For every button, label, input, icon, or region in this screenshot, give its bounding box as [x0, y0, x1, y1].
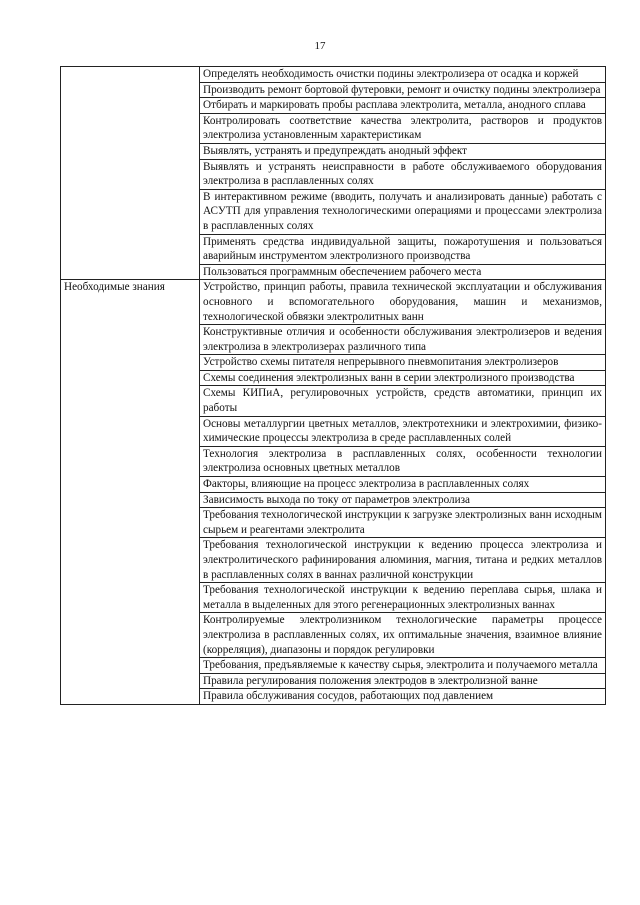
section-label-empty [61, 67, 200, 280]
skill-item: Контролировать соответствие качества электролита, растворов и продуктов электролиза установленным характеристикам [200, 113, 606, 143]
knowledge-item: Требования технологической инструкции к загрузке электролизных ванн исходным сырьем и реагентами электролита [200, 508, 606, 538]
knowledge-item: Основы металлургии цветных металлов, электротехники и электрохимии, физико-химические процессы электролиза в среде расплавленных солей [200, 416, 606, 446]
skill-item: Выявлять, устранять и предупреждать анодный эффект [200, 143, 606, 159]
table-row [61, 280, 606, 325]
knowledge-item: Конструктивные отличия и особенности обслуживания электролизеров и ведения электролиза в электролизерах различного типа [200, 325, 606, 355]
knowledge-item: Устройство схемы питателя непрерывного пневмопитания электролизеров [200, 355, 606, 371]
knowledge-item: Факторы, влияющие на процесс электролиза в расплавленных солях [200, 477, 606, 493]
skill-item: Выявлять и устранять неисправности в работе обслуживаемого оборудования электролиза в расплавленных солях [200, 159, 606, 189]
knowledge-item: Технология электролиза в расплавленных солях, особенности технологии электролиза основных цветных металлов [200, 446, 606, 476]
knowledge-item: Схемы КИПиА, регулировочных устройств, средств автоматики, принцип их работы [200, 386, 606, 416]
page-number: 17 [314, 40, 326, 52]
knowledge-item: Контролируемые электролизником технологические параметры процессе электролиза в расплавленных солях, их оптимальные значения, взаимное влияние (корреляция), диапазоны и порядок регулировки [200, 613, 606, 658]
knowledge-item: Схемы соединения электролизных ванн в серии электролизного производства [200, 370, 606, 386]
skill-item: Отбирать и маркировать пробы расплава электролита, металла, анодного сплава [200, 98, 606, 114]
skill-item: Пользоваться программным обеспечением рабочего места [200, 264, 606, 280]
knowledge-item: Правила регулирования положения электродов в электролизной ванне [200, 673, 606, 689]
table-body [61, 67, 606, 705]
knowledge-item: Требования технологической инструкции к ведению переплава сырья, шлака и металла в выделенных для этого регенерационных электролизных ваннах [200, 583, 606, 613]
skill-item: Определять необходимость очистки подины электролизера от осадка и коржей [200, 67, 606, 83]
table-row [61, 67, 606, 83]
knowledge-item: Требования технологической инструкции к ведению процесса электролиза и электролитического рафинирования алюминия, магния, титана и редких металлов в расплавленных солях в ваннах различной конструкции [200, 538, 606, 583]
skill-item: Применять средства индивидуальной защиты, пожаротушения и пользоваться аварийным инструментом электролизного производства [200, 234, 606, 264]
knowledge-item: Устройство, принцип работы, правила технической эксплуатации и обслуживания основного и вспомогательного оборудования, машин и механизмов, технологической обвязки электролитных ванн [200, 280, 606, 325]
skill-item: Производить ремонт бортовой футеровки, ремонт и очистку подины электролизера [200, 82, 606, 98]
knowledge-item: Требования, предъявляемые к качеству сырья, электролита и получаемого металла [200, 658, 606, 674]
requirements-table [60, 66, 606, 705]
skill-item: В интерактивном режиме (вводить, получать и анализировать данные) работать с АСУТП для управления технологическими операциями и процессами электролиза в расплавленных солях [200, 189, 606, 234]
knowledge-item: Зависимость выхода по току от параметров электролиза [200, 492, 606, 508]
knowledge-item: Правила обслуживания сосудов, работающих под давлением [200, 689, 606, 705]
section-label-knowledge: Необходимые знания [61, 280, 200, 705]
